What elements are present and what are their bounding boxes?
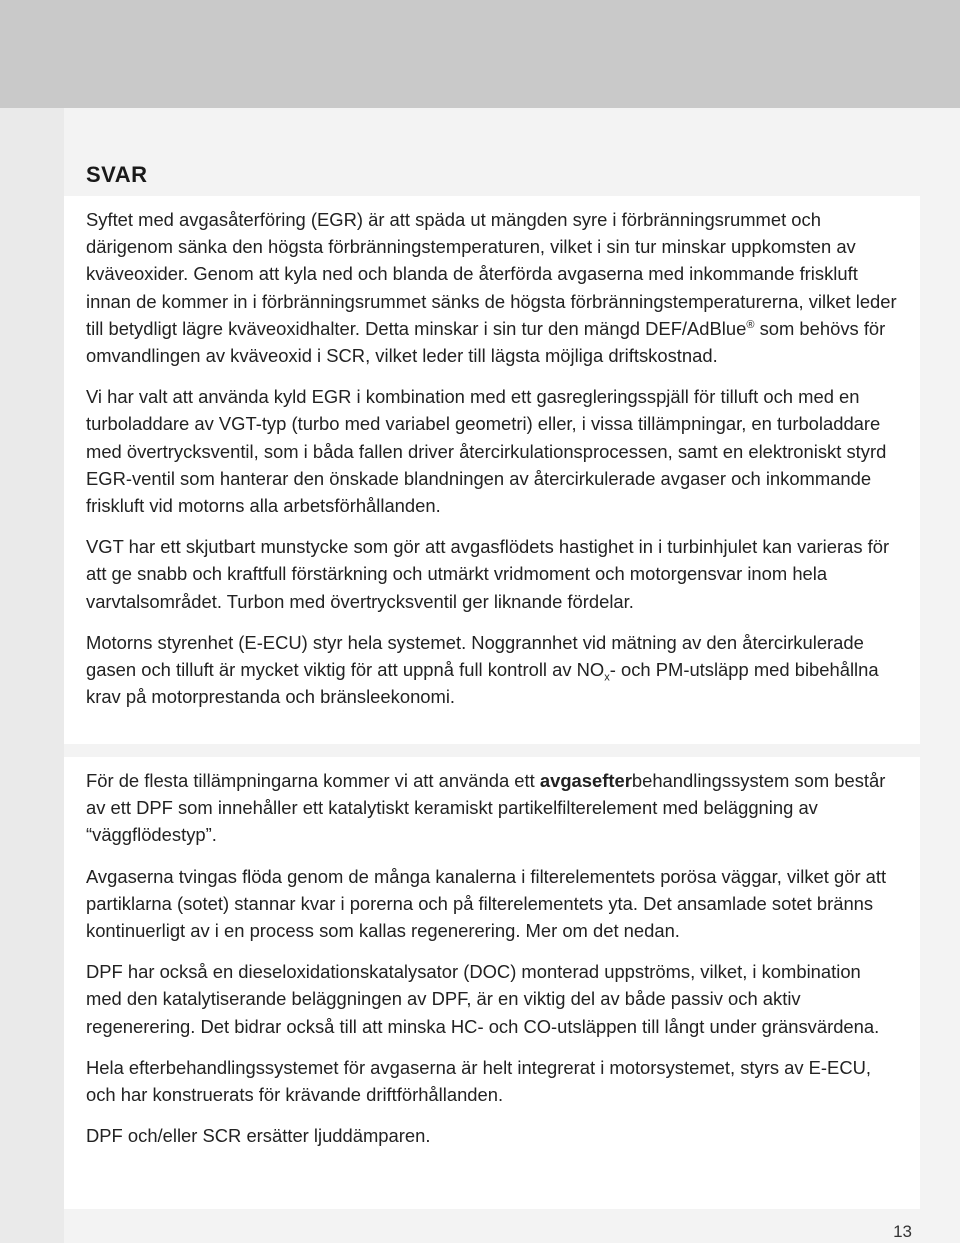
- paragraph-aftertreatment: [86, 767, 898, 849]
- paragraph-doc: DPF har också en dieseloxidationskatalysator (DOC) monterad uppströms, vilket, i kombination med den katalytiserande beläggningen av DPF, är en viktig del av både passiv och aktiv regenerering. Det bidrar också till att minska HC- och CO-utsläppen till långt under gränsvärdena.: [86, 961, 880, 1037]
- egr-text-panel: [64, 196, 920, 744]
- paragraph-muffler: DPF och/eller SCR ersätter ljuddämparen.: [86, 1125, 431, 1147]
- paragraph-egr-purpose: [86, 206, 898, 369]
- page-number: 13: [893, 1222, 912, 1241]
- text-run: Motorns styrenhet (E-ECU) styr hela systemet. Noggrannhet vid mätning av den återcirkulerade gasen och tilluft är mycket viktig för att uppnå full kontroll av NO: [86, 631, 864, 681]
- subscript-x: x: [604, 671, 610, 684]
- paragraph-integration: Hela efterbehandlingssystemet för avgaserna är helt integrerat i motorsystemet, styrs av E-ECU, och har konstruerats för krävande driftförhållanden.: [86, 1056, 871, 1106]
- paragraph-ecu: [86, 629, 898, 711]
- registered-mark: ®: [746, 318, 755, 331]
- dpf-text-panel: [64, 757, 920, 1209]
- text-run: behandlingssystem som består av ett DPF som innehåller ett katalytiskt keramiskt partikelfilterelement med beläggning av “väggflödestyp”.: [86, 770, 886, 846]
- left-margin-strip: [0, 108, 64, 1243]
- paragraph-filter-flow: Avgaserna tvingas flöda genom de många kanalerna i filterelementets porösa väggar, vilket gör att partiklarna (sotet) stannar kvar i porerna och på filterelementets yta. Det ansamlade sotet bränns kontinuerligt av i en process som kallas regenerering. Mer om det nedan.: [86, 865, 887, 942]
- bold-term: avgasefter: [539, 770, 632, 791]
- text-run: som behövs för omvandlingen av kväveoxid i SCR, vilket leder till lägsta möjliga driftskostnad.: [86, 317, 886, 367]
- paragraph-cooled-egr: Vi har valt att använda kyld EGR i kombination med ett gasregleringsspjäll för tilluft och med en turboladdare av VGT-typ (turbo med variabel geometri) eller, i vissa tillämpningar, en turboladdare med övertrycksventil, som i båda fallen driver återcirkulationsprocessen, samt en elektroniskt styrd EGR-ventil som hanterar den önskade blandningen av återcirkulerade avgaser och inkommande friskluft vid motorns alla arbetsförhållanden.: [86, 386, 887, 517]
- text-run: Syftet med avgasåterföring (EGR) är att späda ut mängden syre i förbränningsrummet och därigenom sänka den högsta förbränningstemperaturen, vilket i sin tur minskar uppkomsten av kväveoxider. Genom att kyla ned och blanda de återförda avgaserna med inkommande friskluft innan de kommer in i förbränningsrummet sänks de högsta förbränningstemperaturerna, vilket leder till betydligt lägre kväveoxidhalter. Detta minskar i sin tur den mängd DEF/AdBlue: [86, 209, 897, 339]
- section-title: SVAR: [86, 162, 148, 187]
- text-run: För de flesta tillämpningarna kommer vi att använda ett: [86, 770, 540, 791]
- text-run: - och PM-utsläpp med bibehållna krav på motorprestanda och bränsleekonomi.: [86, 659, 879, 708]
- paragraph-vgt: VGT har ett skjutbart munstycke som gör att avgasflödets hastighet in i turbinhjulet kan varieras för att ge snabb och kraftfull förstärkning och utmärkt vridmoment och motorgensvar inom hela varvtalsområdet. Turbon med övertrycksventil ger liknande fördelar.: [86, 536, 890, 612]
- header-band: [0, 0, 960, 108]
